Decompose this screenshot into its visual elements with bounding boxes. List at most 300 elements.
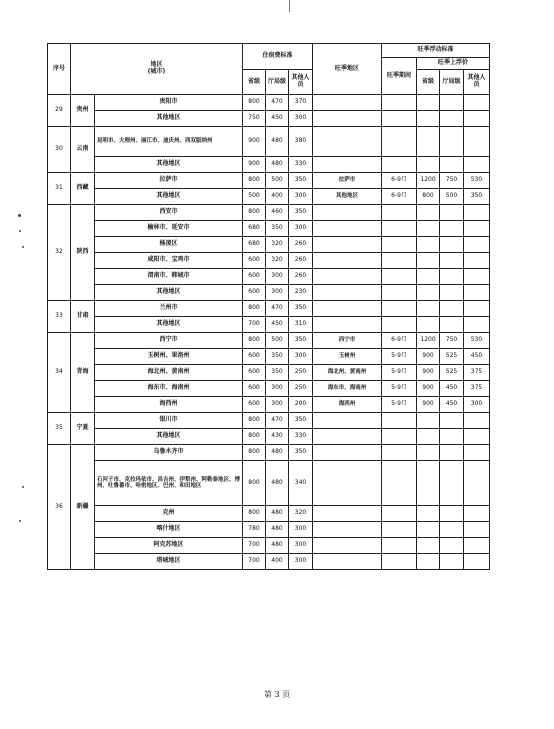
rate-other: 300 bbox=[289, 221, 313, 237]
peak-rate-other bbox=[464, 285, 490, 301]
peak-rate-bureau bbox=[440, 429, 464, 445]
seq-number: 33 bbox=[48, 301, 71, 333]
rate-provincial: 680 bbox=[243, 237, 266, 253]
peak-region bbox=[313, 301, 382, 317]
rate-other: 350 bbox=[289, 445, 313, 461]
scan-dot bbox=[19, 230, 21, 232]
peak-rate-bureau bbox=[440, 522, 464, 538]
peak-region: 其他地区 bbox=[313, 189, 382, 205]
peak-rate-bureau bbox=[440, 506, 464, 522]
peak-period bbox=[382, 461, 417, 506]
peak-rate-other bbox=[464, 506, 490, 522]
rate-provincial: 800 bbox=[243, 506, 266, 522]
peak-rate-bureau bbox=[440, 269, 464, 285]
peak-period: 6-9月 bbox=[382, 333, 417, 349]
peak-rate-provincial bbox=[417, 269, 440, 285]
peak-rate-bureau bbox=[440, 538, 464, 554]
peak-period bbox=[382, 127, 417, 157]
rate-other: 380 bbox=[289, 127, 313, 157]
rate-bureau: 300 bbox=[266, 285, 289, 301]
peak-rate-other: 530 bbox=[464, 173, 490, 189]
rate-bureau: 500 bbox=[266, 173, 289, 189]
rate-provincial: 680 bbox=[243, 221, 266, 237]
peak-rate-other bbox=[464, 269, 490, 285]
table-row bbox=[48, 538, 490, 554]
peak-rate-bureau bbox=[440, 221, 464, 237]
rate-provincial: 600 bbox=[243, 365, 266, 381]
peak-rate-other: 300 bbox=[464, 397, 490, 413]
rate-bureau: 300 bbox=[266, 397, 289, 413]
rate-other: 300 bbox=[289, 111, 313, 127]
province-name: 陕西 bbox=[71, 205, 95, 301]
peak-rate-other bbox=[464, 301, 490, 317]
table-row bbox=[48, 554, 490, 570]
rate-other: 350 bbox=[289, 205, 313, 221]
peak-rate-provincial: 800 bbox=[417, 189, 440, 205]
peak-rate-other bbox=[464, 554, 490, 570]
peak-rate-bureau bbox=[440, 285, 464, 301]
province-name: 贵州 bbox=[71, 95, 95, 127]
peak-rate-bureau bbox=[440, 253, 464, 269]
table-row bbox=[48, 301, 490, 317]
peak-region bbox=[313, 221, 382, 237]
peak-period: 5-9月 bbox=[382, 349, 417, 365]
peak-rate-provincial: 900 bbox=[417, 397, 440, 413]
peak-rate-other: 530 bbox=[464, 333, 490, 349]
peak-region: 拉萨市 bbox=[313, 173, 382, 189]
peak-region bbox=[313, 506, 382, 522]
table-row bbox=[48, 95, 490, 111]
table-row bbox=[48, 506, 490, 522]
table-row bbox=[48, 461, 490, 506]
peak-region-header: 旺季地区 bbox=[313, 44, 382, 95]
peak-rate-provincial bbox=[417, 95, 440, 111]
area-name: 拉萨市 bbox=[95, 173, 243, 189]
area-name: 塔城地区 bbox=[95, 554, 243, 570]
province-name: 云南 bbox=[71, 127, 95, 173]
rate-bureau: 500 bbox=[266, 333, 289, 349]
rate-other: 250 bbox=[289, 365, 313, 381]
rate-provincial: 900 bbox=[243, 157, 266, 173]
area-name: 其他地区 bbox=[95, 317, 243, 333]
peak-region bbox=[313, 205, 382, 221]
rate-provincial: 600 bbox=[243, 349, 266, 365]
province-name: 西藏 bbox=[71, 173, 95, 205]
peak-rate-other bbox=[464, 253, 490, 269]
peak-period bbox=[382, 413, 417, 429]
peak-rate-provincial bbox=[417, 237, 440, 253]
lodging-col-header: 厅局级 bbox=[266, 70, 289, 95]
table-row bbox=[48, 111, 490, 127]
peak-rate-other: 375 bbox=[464, 381, 490, 397]
rate-provincial: 800 bbox=[243, 301, 266, 317]
rate-bureau: 350 bbox=[266, 349, 289, 365]
rate-provincial: 800 bbox=[243, 461, 266, 506]
peak-region: 玉树州 bbox=[313, 349, 382, 365]
rate-provincial: 600 bbox=[243, 253, 266, 269]
rate-other: 300 bbox=[289, 538, 313, 554]
peak-upper-header: 旺季上浮价 bbox=[417, 58, 490, 70]
seq-number: 36 bbox=[48, 445, 71, 570]
table-row bbox=[48, 253, 490, 269]
peak-period bbox=[382, 253, 417, 269]
peak-rate-provincial: 1200 bbox=[417, 333, 440, 349]
rate-bureau: 300 bbox=[266, 269, 289, 285]
peak-rate-other bbox=[464, 127, 490, 157]
peak-rate-bureau: 450 bbox=[440, 397, 464, 413]
rate-other: 300 bbox=[289, 349, 313, 365]
peak-rate-provincial bbox=[417, 253, 440, 269]
scan-dot bbox=[22, 486, 24, 488]
peak-rate-bureau: 450 bbox=[440, 381, 464, 397]
peak-period: 5-9月 bbox=[382, 381, 417, 397]
peak-rate-provincial bbox=[417, 111, 440, 127]
rate-bureau: 430 bbox=[266, 429, 289, 445]
peak-rate-bureau bbox=[440, 461, 464, 506]
peak-region bbox=[313, 522, 382, 538]
peak-region bbox=[313, 111, 382, 127]
table-row bbox=[48, 349, 490, 365]
area-name: 银川市 bbox=[95, 413, 243, 429]
peak-rate-provincial bbox=[417, 429, 440, 445]
peak-region bbox=[313, 538, 382, 554]
peak-rate-bureau bbox=[440, 301, 464, 317]
peak-rate-bureau bbox=[440, 157, 464, 173]
rate-provincial: 800 bbox=[243, 445, 266, 461]
rate-bureau: 480 bbox=[266, 127, 289, 157]
scan-dot bbox=[22, 246, 24, 248]
area-name: 其他地区 bbox=[95, 189, 243, 205]
page-number: 第 3 页 bbox=[263, 690, 291, 699]
peak-rate-bureau bbox=[440, 127, 464, 157]
peak-period bbox=[382, 429, 417, 445]
peak-region bbox=[313, 461, 382, 506]
table-row bbox=[48, 189, 490, 205]
rate-bureau: 480 bbox=[266, 538, 289, 554]
peak-period: 6-9月 bbox=[382, 189, 417, 205]
province-name: 宁夏 bbox=[71, 413, 95, 445]
area-name: 乌鲁木齐市 bbox=[95, 445, 243, 461]
peak-rate-other bbox=[464, 111, 490, 127]
area-name: 海东市、海南州 bbox=[95, 381, 243, 397]
table-row bbox=[48, 365, 490, 381]
rate-other: 300 bbox=[289, 554, 313, 570]
peak-region: 海北州、黄南州 bbox=[313, 365, 382, 381]
seq-number: 30 bbox=[48, 127, 71, 173]
peak-rate-provincial: 900 bbox=[417, 349, 440, 365]
peak-period: 5-9月 bbox=[382, 397, 417, 413]
area-name: 杨凌区 bbox=[95, 237, 243, 253]
rate-provincial: 700 bbox=[243, 538, 266, 554]
rate-provincial: 600 bbox=[243, 381, 266, 397]
peak-rate-bureau: 500 bbox=[440, 189, 464, 205]
peak-region bbox=[313, 253, 382, 269]
rate-other: 320 bbox=[289, 506, 313, 522]
peak-region bbox=[313, 157, 382, 173]
peak-rate-other bbox=[464, 317, 490, 333]
rate-bureau: 460 bbox=[266, 205, 289, 221]
peak-region: 海西州 bbox=[313, 397, 382, 413]
rate-other: 250 bbox=[289, 381, 313, 397]
peak-rate-provincial bbox=[417, 285, 440, 301]
table-row bbox=[48, 397, 490, 413]
rate-provincial: 800 bbox=[243, 413, 266, 429]
rate-bureau: 480 bbox=[266, 522, 289, 538]
peak-rate-bureau: 525 bbox=[440, 365, 464, 381]
peak-rate-provincial: 900 bbox=[417, 365, 440, 381]
scan-dot bbox=[18, 214, 21, 217]
seq-number: 35 bbox=[48, 413, 71, 445]
rate-other: 350 bbox=[289, 173, 313, 189]
rate-bureau: 480 bbox=[266, 445, 289, 461]
rate-other: 300 bbox=[289, 522, 313, 538]
area-name: 喀什地区 bbox=[95, 522, 243, 538]
rate-bureau: 470 bbox=[266, 95, 289, 111]
area-name: 海西州 bbox=[95, 397, 243, 413]
area-name: 兰州市 bbox=[95, 301, 243, 317]
peak-region bbox=[313, 269, 382, 285]
peak-rate-other: 350 bbox=[464, 189, 490, 205]
rate-provincial: 700 bbox=[243, 554, 266, 570]
peak-rate-other bbox=[464, 461, 490, 506]
table-row bbox=[48, 285, 490, 301]
peak-rate-provincial bbox=[417, 413, 440, 429]
peak-rate-bureau bbox=[440, 205, 464, 221]
peak-rate-provincial bbox=[417, 445, 440, 461]
rate-bureau: 320 bbox=[266, 253, 289, 269]
peak-region bbox=[313, 95, 382, 111]
table-row bbox=[48, 127, 490, 157]
peak-rate-bureau: 750 bbox=[440, 173, 464, 189]
peak-rate-bureau: 525 bbox=[440, 349, 464, 365]
rate-provincial: 600 bbox=[243, 397, 266, 413]
peak-region bbox=[313, 429, 382, 445]
lodging-col-header: 省级 bbox=[243, 70, 266, 95]
peak-period bbox=[382, 111, 417, 127]
peak-rate-provincial bbox=[417, 157, 440, 173]
peak-col-header: 厅局级 bbox=[440, 70, 464, 95]
rate-bureau: 400 bbox=[266, 189, 289, 205]
province-name: 新疆 bbox=[71, 445, 95, 570]
peak-period: 6-9月 bbox=[382, 173, 417, 189]
peak-period bbox=[382, 506, 417, 522]
scan-mark-line bbox=[289, 0, 290, 12]
peak-period bbox=[382, 317, 417, 333]
seq-number: 31 bbox=[48, 173, 71, 205]
peak-region: 海东市、海南州 bbox=[313, 381, 382, 397]
peak-region bbox=[313, 554, 382, 570]
peak-rate-other bbox=[464, 413, 490, 429]
peak-rate-other: 375 bbox=[464, 365, 490, 381]
area-name: 咸阳市、宝鸡市 bbox=[95, 253, 243, 269]
rate-other: 330 bbox=[289, 429, 313, 445]
lodging-col-header: 其他人员 bbox=[289, 70, 313, 95]
area-name: 渭南市、韩城市 bbox=[95, 269, 243, 285]
rate-other: 310 bbox=[289, 317, 313, 333]
rate-provincial: 800 bbox=[243, 333, 266, 349]
peak-rate-other bbox=[464, 157, 490, 173]
peak-rate-bureau bbox=[440, 317, 464, 333]
peak-rate-bureau bbox=[440, 554, 464, 570]
rate-bureau: 350 bbox=[266, 221, 289, 237]
peak-period bbox=[382, 205, 417, 221]
area-name: 昆明市、大理州、丽江市、迪庆州、西双版纳州 bbox=[95, 127, 243, 157]
peak-col-header: 省级 bbox=[417, 70, 440, 95]
seq-number: 29 bbox=[48, 95, 71, 127]
peak-rate-provincial bbox=[417, 538, 440, 554]
peak-rate-bureau bbox=[440, 413, 464, 429]
peak-rate-provincial: 1200 bbox=[417, 173, 440, 189]
peak-period: 5-9月 bbox=[382, 365, 417, 381]
rate-bureau: 300 bbox=[266, 381, 289, 397]
rate-provincial: 600 bbox=[243, 285, 266, 301]
table-row bbox=[48, 429, 490, 445]
table-row bbox=[48, 157, 490, 173]
table-row bbox=[48, 381, 490, 397]
peak-period bbox=[382, 554, 417, 570]
peak-rate-other bbox=[464, 95, 490, 111]
rate-bureau: 400 bbox=[266, 554, 289, 570]
rate-provincial: 800 bbox=[243, 95, 266, 111]
rate-provincial: 800 bbox=[243, 429, 266, 445]
rate-other: 330 bbox=[289, 157, 313, 173]
peak-rate-provincial bbox=[417, 461, 440, 506]
rate-other: 350 bbox=[289, 413, 313, 429]
area-name: 其他地区 bbox=[95, 157, 243, 173]
peak-rate-bureau: 750 bbox=[440, 333, 464, 349]
peak-rate-bureau bbox=[440, 95, 464, 111]
rate-bureau: 470 bbox=[266, 413, 289, 429]
peak-region: 西宁市 bbox=[313, 333, 382, 349]
seq-header: 序号 bbox=[48, 44, 71, 95]
province-name: 甘肃 bbox=[71, 301, 95, 333]
peak-period bbox=[382, 95, 417, 111]
peak-region bbox=[313, 445, 382, 461]
table-body bbox=[48, 95, 490, 570]
peak-rate-provincial bbox=[417, 301, 440, 317]
area-name: 石河子市、克拉玛依市、昌吉州、伊犁州、阿勒泰地区、博州、吐鲁番市、哈密地区、巴州、和田地区 bbox=[95, 461, 243, 506]
rate-bureau: 320 bbox=[266, 237, 289, 253]
rate-bureau: 450 bbox=[266, 111, 289, 127]
peak-rate-other bbox=[464, 538, 490, 554]
rate-other: 350 bbox=[289, 333, 313, 349]
rate-other: 340 bbox=[289, 461, 313, 506]
table-row bbox=[48, 269, 490, 285]
table-row bbox=[48, 221, 490, 237]
peak-period bbox=[382, 157, 417, 173]
peak-rate-provincial bbox=[417, 554, 440, 570]
peak-rate-other bbox=[464, 221, 490, 237]
peak-period bbox=[382, 538, 417, 554]
float-header: 旺季浮动标准 bbox=[382, 44, 490, 58]
area-name: 榆林市、延安市 bbox=[95, 221, 243, 237]
rate-bureau: 480 bbox=[266, 506, 289, 522]
peak-period bbox=[382, 301, 417, 317]
rate-bureau: 350 bbox=[266, 365, 289, 381]
rate-provincial: 900 bbox=[243, 127, 266, 157]
table-row bbox=[48, 173, 490, 189]
rate-other: 260 bbox=[289, 237, 313, 253]
peak-period-header: 旺季期间 bbox=[382, 58, 417, 95]
peak-rate-other bbox=[464, 445, 490, 461]
area-name: 贵阳市 bbox=[95, 95, 243, 111]
rate-bureau: 480 bbox=[266, 157, 289, 173]
peak-rate-other bbox=[464, 205, 490, 221]
rate-other: 230 bbox=[289, 285, 313, 301]
peak-rate-bureau bbox=[440, 445, 464, 461]
rate-provincial: 780 bbox=[243, 522, 266, 538]
rate-bureau: 470 bbox=[266, 301, 289, 317]
peak-region bbox=[313, 237, 382, 253]
table-row bbox=[48, 333, 490, 349]
peak-period bbox=[382, 445, 417, 461]
region-header: 地区 (城市) bbox=[71, 44, 243, 95]
rate-other: 350 bbox=[289, 301, 313, 317]
rate-provincial: 500 bbox=[243, 189, 266, 205]
peak-rate-other bbox=[464, 429, 490, 445]
seq-number: 32 bbox=[48, 205, 71, 301]
rate-bureau: 480 bbox=[266, 461, 289, 506]
rate-provincial: 800 bbox=[243, 173, 266, 189]
peak-region bbox=[313, 127, 382, 157]
lodging-header: 住宿费标准 bbox=[243, 44, 313, 70]
rate-other: 260 bbox=[289, 269, 313, 285]
area-name: 阿克苏地区 bbox=[95, 538, 243, 554]
peak-rate-other: 450 bbox=[464, 349, 490, 365]
area-name: 海北州、黄南州 bbox=[95, 365, 243, 381]
peak-rate-other bbox=[464, 237, 490, 253]
peak-rate-other bbox=[464, 522, 490, 538]
rate-provincial: 750 bbox=[243, 111, 266, 127]
peak-rate-provincial bbox=[417, 205, 440, 221]
peak-rate-bureau bbox=[440, 111, 464, 127]
peak-period bbox=[382, 269, 417, 285]
peak-rate-bureau bbox=[440, 237, 464, 253]
table-row bbox=[48, 317, 490, 333]
table-row bbox=[48, 205, 490, 221]
peak-period bbox=[382, 237, 417, 253]
area-name: 其他地区 bbox=[95, 285, 243, 301]
scan-dot bbox=[19, 520, 21, 522]
peak-rate-provincial bbox=[417, 522, 440, 538]
area-name: 玉树州、果洛州 bbox=[95, 349, 243, 365]
area-name: 其他地区 bbox=[95, 111, 243, 127]
table-row bbox=[48, 445, 490, 461]
rate-other: 370 bbox=[289, 95, 313, 111]
peak-period bbox=[382, 522, 417, 538]
rate-other: 260 bbox=[289, 253, 313, 269]
peak-period bbox=[382, 285, 417, 301]
rate-other: 200 bbox=[289, 397, 313, 413]
seq-number: 34 bbox=[48, 333, 71, 413]
peak-rate-provincial: 900 bbox=[417, 381, 440, 397]
area-name: 西宁市 bbox=[95, 333, 243, 349]
peak-region bbox=[313, 285, 382, 301]
peak-col-header: 其他人员 bbox=[464, 70, 490, 95]
area-name: 克州 bbox=[95, 506, 243, 522]
peak-region bbox=[313, 413, 382, 429]
table-row bbox=[48, 413, 490, 429]
rate-provincial: 700 bbox=[243, 317, 266, 333]
table-row bbox=[48, 522, 490, 538]
peak-rate-provincial bbox=[417, 317, 440, 333]
rate-bureau: 450 bbox=[266, 317, 289, 333]
rate-provincial: 600 bbox=[243, 269, 266, 285]
rate-other: 300 bbox=[289, 189, 313, 205]
table-row bbox=[48, 237, 490, 253]
area-name: 西安市 bbox=[95, 205, 243, 221]
area-name: 其他地区 bbox=[95, 429, 243, 445]
